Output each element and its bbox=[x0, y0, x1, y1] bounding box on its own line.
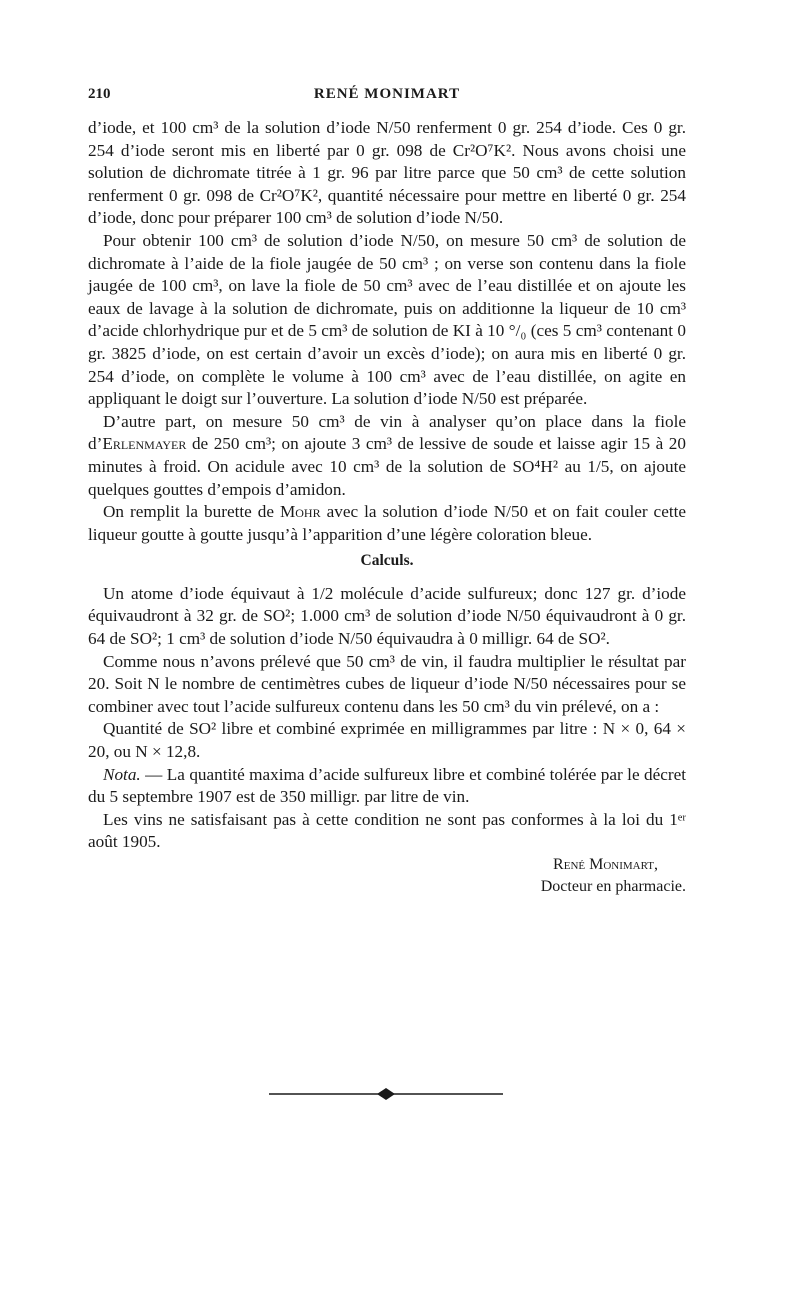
paragraph-8 bbox=[88, 764, 686, 809]
paragraph-9: Les vins ne satisfaisant pas à cette condition ne sont pas conformes à la loi du 1ᵉʳ août 1905. bbox=[88, 809, 686, 852]
name-erlenmayer: Erlenmayer bbox=[102, 434, 187, 454]
author-title: Docteur en pharmacie. bbox=[540, 878, 686, 895]
nota-text: — La quantité maxima d’acide sulfureux libre et combiné tolérée par le décret du 5 septembre 1907 est de 350 milligr. par litre de vin. bbox=[88, 764, 686, 807]
paragraph-3-text-a: D’autre part, on mesure 50 cm³ de vin à analyser qu’on place dans la fiole d’ bbox=[88, 411, 686, 454]
document-body bbox=[88, 117, 686, 898]
page-number: 210 bbox=[88, 86, 111, 102]
author-name: René Monimart, bbox=[553, 856, 658, 873]
paragraph-6: Comme nous n’avons prélevé que 50 cm³ de vin, il faudra multiplier le résultat par 20. Soit N le nombre de centimètres cubes de liqueur d’iode N/50 nécessaires pour se combiner avec tout l’acide sulfureux contenu dans les 50 cm³ du vin prélevé, on a : bbox=[88, 651, 686, 716]
paragraph-2: Pour obtenir 100 cm³ de solution d’iode N/50, on mesure 50 cm³ de solution de dichromate à l’aide de la fiole jaugée de 50 cm³ ; on verse son contenu dans la fiole jaugée de 100 cm³, on lave la fiole de 50 cm³ avec de l’eau distillée et on ajoute les eaux de lavage à la solution de dichromate, puis on additionne la liqueur de 10 cm³ d’acide chlorhydrique pur et de 5 cm³ de solution de KI à 10 °/₀ (ces 5 cm³ contenant 0 gr. 3825 d’iode, on est certain d’avoir un excès d’iode); on aura mis en liberté 0 gr. 254 d’iode, on complète le volume à 100 cm³ avec de l’eau distillée, on agite en appliquant le doigt sur l’ouverture. La solution d’iode N/50 est préparée. bbox=[88, 230, 686, 409]
diamond-icon bbox=[377, 1088, 395, 1100]
paragraph-1: d’iode, et 100 cm³ de la solution d’iode N/50 renferment 0 gr. 254 d’iode. Ces 0 gr. 254 d’iode seront mis en liberté par 0 gr. 098 de Cr²O⁷K². Nous avons choisi une solution de dichromate titrée à 1 gr. 96 par litre parce que 50 cm³ de cette solution renferment 0 gr. 098 de Cr²O⁷K², quantité nécessaire pour mettre en liberté 0 gr. 254 d’iode, donc pour préparer 100 cm³ de solution d’iode N/50. bbox=[88, 118, 686, 228]
paragraph-5: Un atome d’iode équivaut à 1/2 molécule d’acide sulfureux; donc 127 gr. d’iode équivaudront à 32 gr. de SO²; 1.000 cm³ de solution d’iode N/50 équivaudront à 0 gr. 64 de SO²; 1 cm³ de solution d’iode N/50 équivaudra à 0 milligr. 64 de SO². bbox=[88, 583, 686, 649]
running-title: RENÉ MONIMART bbox=[313, 86, 461, 102]
nota-label: Nota. bbox=[103, 764, 141, 784]
section-heading: Calculs. bbox=[360, 552, 414, 570]
paragraph-3-text-b: de 250 cm³; on ajoute 3 cm³ de lessive de soude et laisse agir 15 à 20 minutes à froid. On acidule avec 10 cm³ de la solution de SO⁴H² au 1/5, on ajoute quelques gouttes d’empois d’amidon. bbox=[88, 434, 686, 499]
paragraph-4-text-a: On remplit la burette de bbox=[103, 502, 280, 522]
paragraph-4 bbox=[88, 501, 686, 546]
name-mohr: Mohr bbox=[279, 502, 321, 522]
end-ornament bbox=[269, 1086, 503, 1102]
signature-block bbox=[88, 854, 686, 898]
paragraph-4-text-b: avec la solution d’iode N/50 et on fait couler cette liqueur goutte à goutte jusqu’à l’apparition d’une légère coloration bleue. bbox=[88, 502, 686, 544]
paragraph-7: Quantité de SO² libre et combiné exprimée en milligrammes par litre : N × 0, 64 × 20, ou N × 12,8. bbox=[88, 719, 686, 762]
paragraph-3 bbox=[88, 411, 686, 501]
